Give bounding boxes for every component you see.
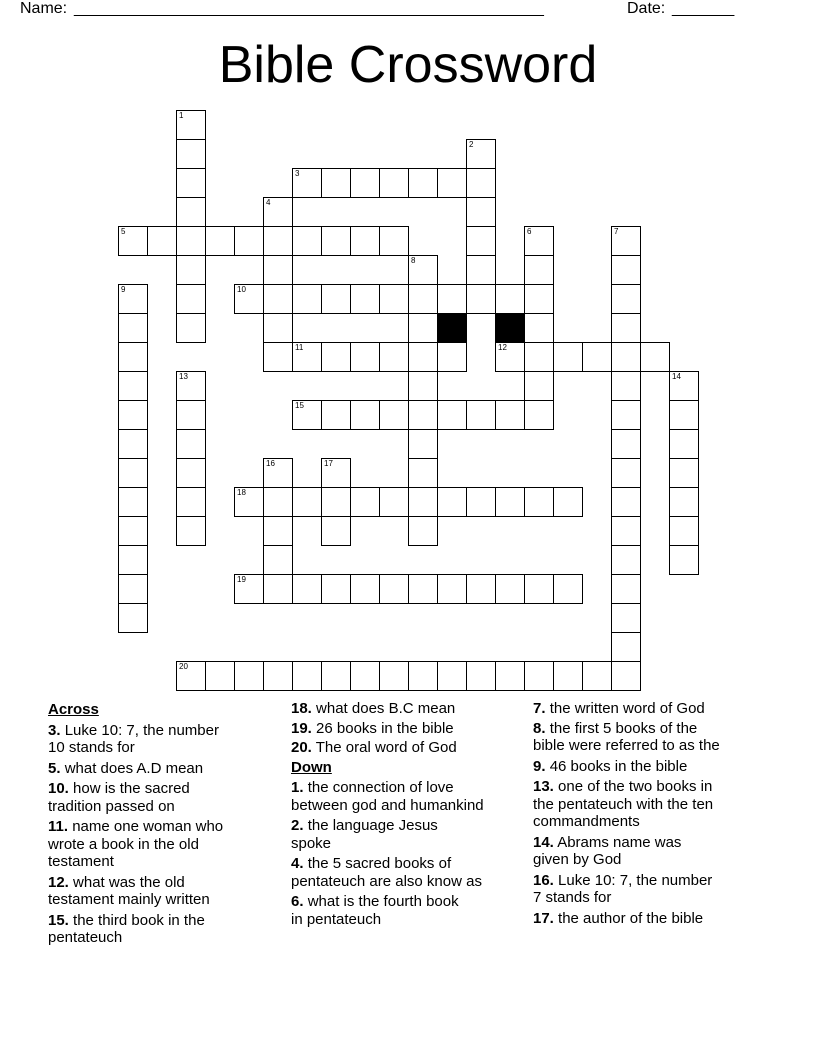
clue-across-15: 15. the third book in the pentateuch: [48, 911, 205, 946]
crossword-cell[interactable]: [118, 574, 148, 604]
crossword-cell[interactable]: [234, 487, 264, 517]
crossword-cell[interactable]: [466, 139, 496, 169]
crossword-cell[interactable]: [176, 110, 206, 140]
crossword-cell[interactable]: [350, 168, 380, 198]
date-line[interactable]: _______: [672, 0, 735, 17]
crossword-cell[interactable]: [408, 661, 438, 691]
crossword-cell[interactable]: [437, 284, 467, 314]
crossword-cell[interactable]: [437, 487, 467, 517]
crossword-cell[interactable]: [495, 400, 525, 430]
crossword-cell[interactable]: [611, 226, 641, 256]
black-square: [495, 313, 525, 343]
crossword-cell[interactable]: [263, 458, 293, 488]
clue-number: 12: [498, 343, 507, 352]
crossword-cell[interactable]: [408, 342, 438, 372]
crossword-cell[interactable]: [669, 487, 699, 517]
crossword-cell[interactable]: [321, 487, 351, 517]
crossword-cell[interactable]: [234, 574, 264, 604]
clue-down-2: 2. the language Jesus spoke: [291, 817, 438, 852]
page-title: Bible Crossword: [218, 36, 598, 94]
crossword-cell[interactable]: [611, 458, 641, 488]
crossword-cell[interactable]: [379, 574, 409, 604]
clue-across-12: 12. what was the old testament mainly written: [48, 873, 210, 908]
crossword-cell[interactable]: [408, 255, 438, 285]
clue-number: 5: [121, 227, 126, 236]
clue-number: 9: [121, 285, 126, 294]
crossword-cell[interactable]: [611, 487, 641, 517]
crossword-cell[interactable]: [321, 516, 351, 546]
crossword-cell[interactable]: [524, 400, 554, 430]
crossword-cell[interactable]: [611, 574, 641, 604]
date-label: Date:: [627, 0, 666, 17]
crossword-cell[interactable]: [176, 284, 206, 314]
crossword-cell[interactable]: [379, 168, 409, 198]
crossword-cell[interactable]: [263, 342, 293, 372]
crossword-cell[interactable]: [611, 545, 641, 575]
crossword-cell[interactable]: [379, 661, 409, 691]
crossword-cell[interactable]: [553, 574, 583, 604]
crossword-cell[interactable]: [292, 574, 322, 604]
crossword-cell[interactable]: [669, 400, 699, 430]
crossword-cell[interactable]: [524, 487, 554, 517]
crossword-cell[interactable]: [176, 313, 206, 343]
crossword-cell[interactable]: [669, 458, 699, 488]
clue-down-13: 13. one of the two books in the pentateuch with the ten commandments: [533, 778, 714, 830]
crossword-cell[interactable]: [408, 371, 438, 401]
clue-number: 8: [411, 256, 416, 265]
crossword-cell[interactable]: [640, 342, 670, 372]
crossword-cell[interactable]: [669, 516, 699, 546]
clue-number: 11: [295, 343, 304, 352]
crossword-cell[interactable]: [466, 168, 496, 198]
crossword-cell[interactable]: [495, 284, 525, 314]
crossword-cell[interactable]: [350, 400, 380, 430]
crossword-cell[interactable]: [466, 226, 496, 256]
black-square: [437, 313, 467, 343]
clue-number: 20: [179, 662, 188, 671]
crossword-cell[interactable]: [466, 661, 496, 691]
crossword-cell[interactable]: [176, 400, 206, 430]
crossword-cell[interactable]: [292, 168, 322, 198]
crossword-cell[interactable]: [205, 226, 235, 256]
clue-number: 19: [237, 575, 246, 584]
crossword-cell[interactable]: [524, 342, 554, 372]
crossword-cell[interactable]: [524, 255, 554, 285]
crossword-cell[interactable]: [466, 400, 496, 430]
crossword-cell[interactable]: [611, 603, 641, 633]
crossword-cell[interactable]: [176, 255, 206, 285]
clue-number: 10: [237, 285, 246, 294]
clue-number: 14: [672, 372, 681, 381]
crossword-cell[interactable]: [379, 400, 409, 430]
crossword-cell[interactable]: [582, 342, 612, 372]
crossword-cell[interactable]: [118, 313, 148, 343]
crossword-cell[interactable]: [176, 429, 206, 459]
crossword-cell[interactable]: [582, 661, 612, 691]
crossword-cell[interactable]: [263, 255, 293, 285]
crossword-cell[interactable]: [611, 429, 641, 459]
crossword-cell[interactable]: [321, 400, 351, 430]
clue-down-16: 16. Luke 10: 7, the number 7 stands for: [533, 871, 713, 906]
crossword-cell[interactable]: [350, 342, 380, 372]
crossword-cell[interactable]: [118, 487, 148, 517]
crossword-cell[interactable]: [176, 661, 206, 691]
crossword-cell[interactable]: [466, 255, 496, 285]
clue-across-18: 18. what does B.C mean: [291, 700, 456, 717]
crossword-cell[interactable]: [118, 458, 148, 488]
crossword-cell[interactable]: [118, 603, 148, 633]
crossword-cell[interactable]: [263, 313, 293, 343]
crossword-cell[interactable]: [669, 545, 699, 575]
crossword-cell[interactable]: [263, 574, 293, 604]
clue-down-4: 4. the 5 sacred books of pentateuch are also know as: [291, 855, 482, 890]
crossword-cell[interactable]: [176, 487, 206, 517]
crossword-cell[interactable]: [292, 661, 322, 691]
crossword-cell[interactable]: [350, 574, 380, 604]
crossword-cell[interactable]: [321, 574, 351, 604]
crossword-cell[interactable]: [234, 284, 264, 314]
clue-down-6: 6. what is the fourth book in pentateuch: [291, 893, 459, 928]
crossword-cell[interactable]: [234, 226, 264, 256]
crossword-cell[interactable]: [466, 487, 496, 517]
crossword-cell[interactable]: [350, 284, 380, 314]
clue-number: 1: [179, 111, 184, 120]
crossword-cell[interactable]: [379, 226, 409, 256]
crossword-cell[interactable]: [176, 458, 206, 488]
crossword-cell[interactable]: [118, 400, 148, 430]
crossword-cell[interactable]: [350, 487, 380, 517]
crossword-cell[interactable]: [524, 226, 554, 256]
crossword-cell[interactable]: [205, 661, 235, 691]
worksheet-header: [20, 0, 800, 24]
crossword-cell[interactable]: [524, 661, 554, 691]
crossword-cell[interactable]: [466, 284, 496, 314]
crossword-cell[interactable]: [408, 487, 438, 517]
crossword-cell[interactable]: [292, 342, 322, 372]
clues-column-1: [48, 700, 278, 950]
crossword-cell[interactable]: [321, 226, 351, 256]
clue-across-20: 20. The oral word of God: [291, 739, 457, 756]
clue-across-3: 3. Luke 10: 7, the number 10 stands for: [48, 721, 219, 756]
crossword-cell[interactable]: [176, 139, 206, 169]
crossword-cell[interactable]: [321, 458, 351, 488]
clues-column-2: [291, 700, 531, 931]
crossword-cell[interactable]: [437, 342, 467, 372]
crossword-cell[interactable]: [524, 284, 554, 314]
down-heading: Down: [291, 758, 332, 776]
crossword-cell[interactable]: [118, 545, 148, 575]
clue-number: 3: [295, 169, 300, 178]
clue-down-8: 8. the first 5 books of the bible were referred to as the: [533, 719, 720, 754]
crossword-cell[interactable]: [437, 400, 467, 430]
clue-number: 13: [179, 372, 188, 381]
crossword-cell[interactable]: [408, 313, 438, 343]
crossword-cell[interactable]: [524, 371, 554, 401]
crossword-cell[interactable]: [350, 226, 380, 256]
crossword-cell[interactable]: [611, 516, 641, 546]
crossword-cell[interactable]: [553, 487, 583, 517]
clue-number: 2: [469, 140, 474, 149]
crossword-cell[interactable]: [176, 516, 206, 546]
clue-across-19: 19. 26 books in the bible: [291, 719, 454, 737]
crossword-cell[interactable]: [176, 197, 206, 227]
clue-number: 4: [266, 198, 271, 207]
crossword-cell[interactable]: [263, 197, 293, 227]
crossword-cell[interactable]: [408, 574, 438, 604]
crossword-cell[interactable]: [263, 226, 293, 256]
crossword-cell[interactable]: [437, 574, 467, 604]
crossword-cell[interactable]: [263, 487, 293, 517]
crossword-cell[interactable]: [234, 661, 264, 691]
crossword-cell[interactable]: [292, 487, 322, 517]
crossword-cell[interactable]: [611, 255, 641, 285]
crossword-cell[interactable]: [263, 516, 293, 546]
crossword-cell[interactable]: [292, 226, 322, 256]
crossword-cell[interactable]: [379, 342, 409, 372]
crossword-cell[interactable]: [263, 661, 293, 691]
crossword-cell[interactable]: [292, 284, 322, 314]
crossword-cell[interactable]: [321, 284, 351, 314]
clues-column-3: [533, 700, 773, 930]
clue-across-11: 11. name one woman who wrote a book in the old testament: [48, 818, 224, 870]
crossword-cell[interactable]: [408, 516, 438, 546]
name-line[interactable]: ______________________________________________________: [74, 0, 544, 17]
crossword-cell[interactable]: [321, 342, 351, 372]
crossword-cell[interactable]: [611, 284, 641, 314]
crossword-cell[interactable]: [408, 284, 438, 314]
clue-down-1: 1. the connection of love between god and humankind: [291, 779, 484, 814]
crossword-cell[interactable]: [495, 574, 525, 604]
crossword-cell[interactable]: [466, 574, 496, 604]
crossword-cell[interactable]: [118, 429, 148, 459]
clue-down-7: 7. the written word of God: [533, 700, 705, 717]
clue-number: 7: [614, 227, 619, 236]
crossword-cell[interactable]: [437, 168, 467, 198]
name-label: Name:: [20, 0, 68, 17]
crossword-cell[interactable]: [408, 429, 438, 459]
crossword-cell[interactable]: [611, 313, 641, 343]
crossword-cell[interactable]: [292, 400, 322, 430]
clue-down-17: 17. the author of the bible: [533, 909, 704, 927]
across-heading: Across: [48, 701, 99, 718]
clue-down-14: 14. Abrams name was given by God: [533, 833, 682, 868]
crossword-cell[interactable]: [495, 487, 525, 517]
crossword-cell[interactable]: [495, 661, 525, 691]
crossword-cell[interactable]: [495, 342, 525, 372]
crossword-cell[interactable]: [466, 197, 496, 227]
clue-across-10: 10. how is the sacred tradition passed on: [48, 780, 190, 815]
crossword-cell[interactable]: [379, 487, 409, 517]
crossword-cell[interactable]: [553, 661, 583, 691]
clue-down-9: 9. 46 books in the bible: [533, 757, 688, 775]
crossword-cell[interactable]: [118, 516, 148, 546]
clue-number: 15: [295, 401, 304, 410]
crossword-cell[interactable]: [408, 168, 438, 198]
crossword-cell[interactable]: [408, 400, 438, 430]
crossword-cell[interactable]: [611, 400, 641, 430]
crossword-cell[interactable]: [176, 371, 206, 401]
crossword-cell[interactable]: [611, 342, 641, 372]
clue-number: 18: [237, 488, 246, 497]
crossword-cell[interactable]: [321, 661, 351, 691]
crossword-cell[interactable]: [437, 661, 467, 691]
crossword-cell[interactable]: [524, 574, 554, 604]
clue-across-5: 5. what does A.D mean: [48, 759, 204, 777]
crossword-cell[interactable]: [263, 284, 293, 314]
crossword-cell[interactable]: [321, 168, 351, 198]
crossword-cell[interactable]: [176, 168, 206, 198]
crossword-cell[interactable]: [611, 632, 641, 662]
crossword-cell[interactable]: [147, 226, 177, 256]
clue-number: 17: [324, 459, 333, 468]
crossword-cell[interactable]: [118, 342, 148, 372]
crossword-cell[interactable]: [611, 661, 641, 691]
crossword-cell[interactable]: [350, 661, 380, 691]
crossword-cell[interactable]: [408, 458, 438, 488]
crossword-cell[interactable]: [669, 429, 699, 459]
clue-number: 6: [527, 227, 532, 236]
crossword-cell[interactable]: [524, 313, 554, 343]
crossword-cell[interactable]: [118, 226, 148, 256]
clue-number: 16: [266, 459, 275, 468]
crossword-cell[interactable]: [553, 342, 583, 372]
crossword-cell[interactable]: [263, 545, 293, 575]
crossword-cell[interactable]: [118, 284, 148, 314]
crossword-cell[interactable]: [176, 226, 206, 256]
crossword-cell[interactable]: [611, 371, 641, 401]
crossword-cell[interactable]: [118, 371, 148, 401]
crossword-cell[interactable]: [379, 284, 409, 314]
crossword-cell[interactable]: [669, 371, 699, 401]
